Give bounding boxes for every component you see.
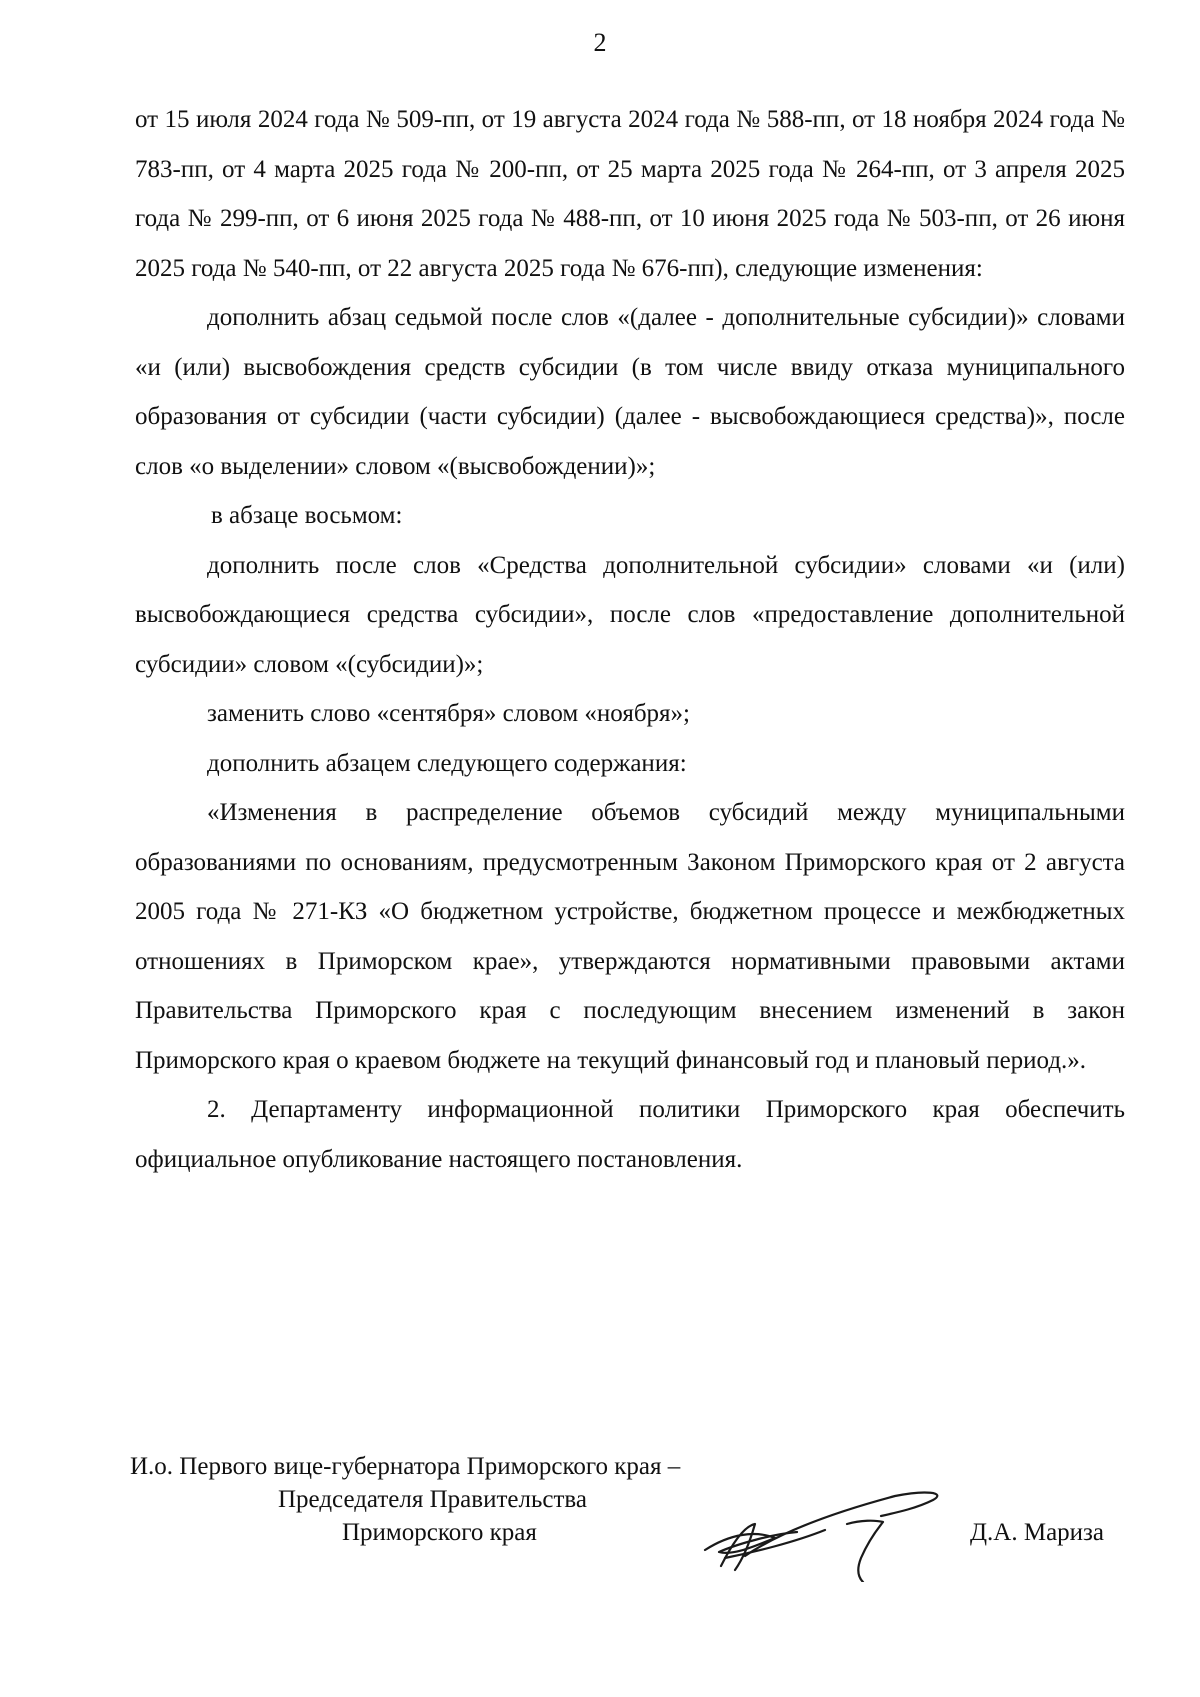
signatory-name: Д.А. Мариза xyxy=(970,1519,1105,1546)
signatory-title-line-2: Председателя Правительства xyxy=(278,1486,587,1513)
paragraph-intro: от 15 июля 2024 года № 509-пп, от 19 августа 2024 года № 588-пп, от 18 ноября 2024 года № 783-пп, от 4 марта 2025 года № 200-пп, от 25 марта 2025 года № 264-пп, от 3 апреля 2025 года № 299-пп, от 6 июня 2025 года № 488-пп, от 10 июня 2025 года № 503-пп, от 26 июня 2025 года № 540-пп, от 22 августа 2025 года № 676-пп), следующие изменения: xyxy=(135,106,1125,282)
paragraph-add-new: дополнить абзацем следующего содержания: xyxy=(207,749,687,777)
paragraph-replace-word: заменить слово «сентября» словом «ноября»; xyxy=(207,700,690,727)
paragraph-amend-seventh: дополнить абзац седьмой после слов «(далее - дополнительные субсидии)» словами «и (или) высвобождения средств субсидии (в том числе ввиду отказа муниципального образования от субсидии (части субсидии) (далее - высвобождающиеся средства)», после слов «о выделении» словом «(высвобождении)»; xyxy=(135,304,1125,480)
signatory-title-line-3: Приморского края xyxy=(342,1519,537,1546)
page-number: 2 xyxy=(593,28,607,57)
paragraph-quoted-text: «Изменения в распределение объемов субсидий между муниципальными образованиями по основаниям, предусмотренным Законом Приморского края от 2 августа 2005 года № 271-КЗ «О бюджетном устройстве, бюджетном процессе и межбюджетных отношениях в Приморском крае», утверждаются нормативными правовыми актами Правительства Приморского края с последующим внесением изменений в закон Приморского края о краевом бюджете на текущий финансовый год и плановый период.». xyxy=(135,799,1125,1074)
document-body xyxy=(135,95,1125,1184)
paragraph-amend-eighth: дополнить после слов «Средства дополнительной субсидии» словами «и (или) высвобождающиеся средства субсидии», после слов «предоставление дополнительной субсидии» словом «(субсидии)»; xyxy=(135,551,1125,678)
paragraph-item-2: 2. Департаменту информационной политики Приморского края обеспечить официальное опубликование настоящего постановления. xyxy=(135,1096,1125,1173)
handwritten-signature xyxy=(685,1472,945,1582)
paragraph-eighth-heading: в абзаце восьмом: xyxy=(211,502,403,529)
signature-block xyxy=(130,1450,1130,1610)
signatory-title-line-1: И.о. Первого вице-губернатора Приморского края – xyxy=(130,1453,681,1480)
